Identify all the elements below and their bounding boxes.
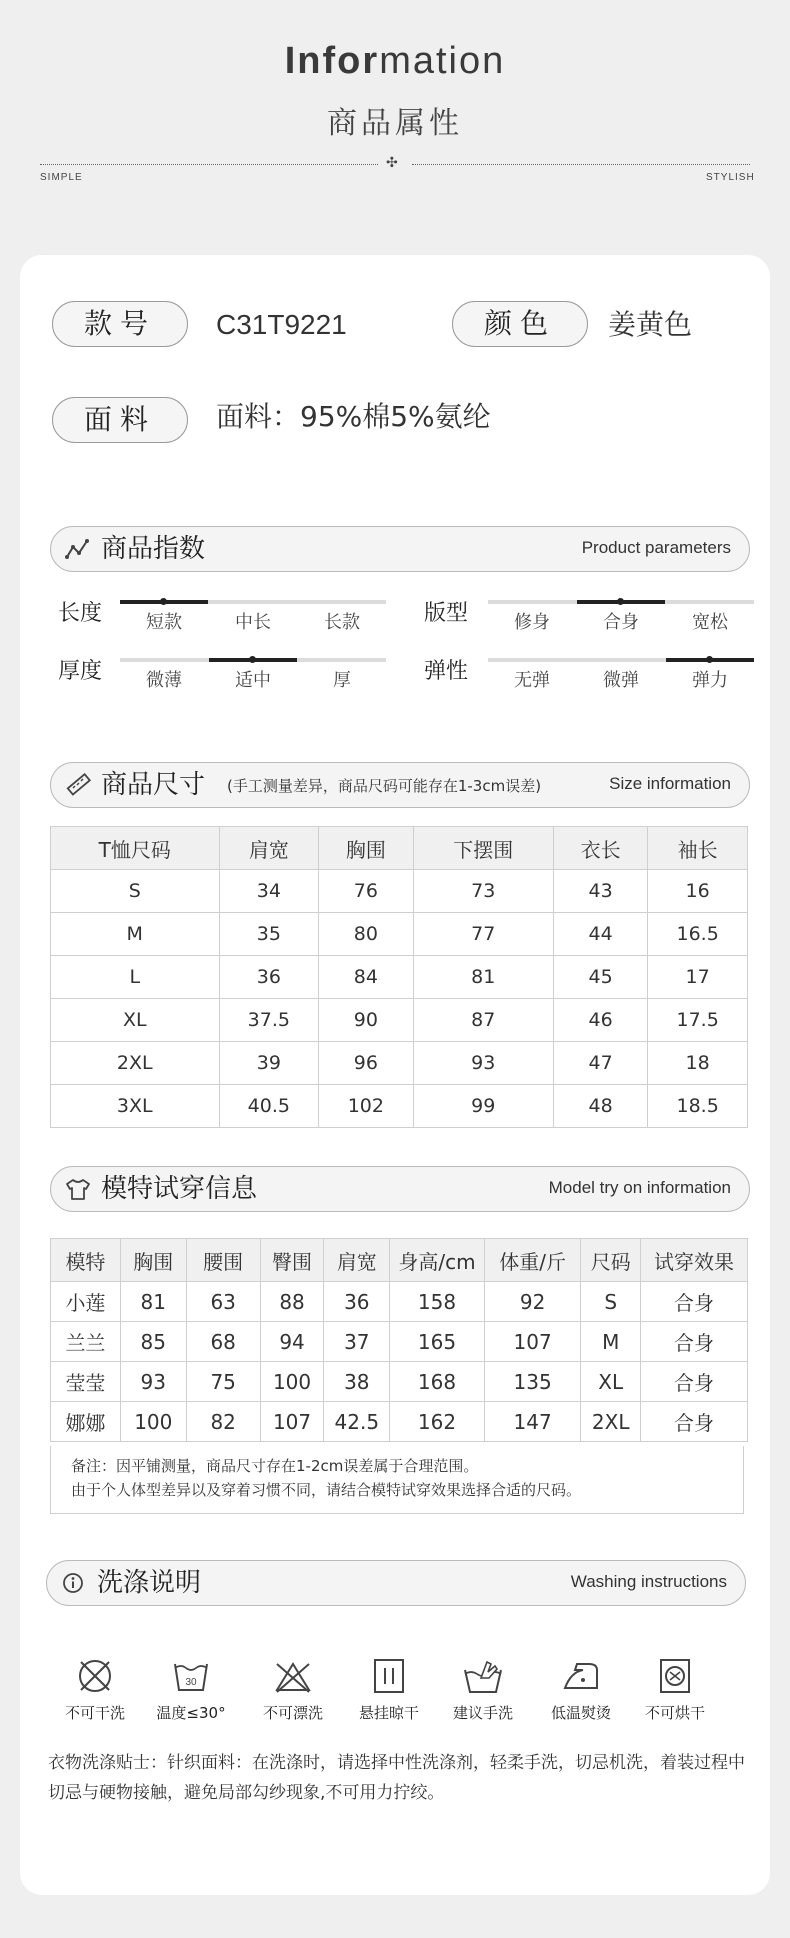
model-table-cell: 158: [390, 1282, 485, 1322]
size-table-cell: 44: [553, 913, 647, 956]
model-table-header-4: 肩宽: [324, 1239, 390, 1282]
fit-marker: [617, 598, 624, 605]
size-table: [50, 826, 748, 1128]
model-note: [50, 1446, 744, 1514]
size-table-cell: 81: [413, 956, 553, 999]
size-en: Size information: [609, 774, 731, 793]
size-table-cell: 84: [319, 956, 413, 999]
model-table-cell: 81: [120, 1282, 186, 1322]
model-table-cell: 36: [324, 1282, 390, 1322]
no-tumble-dry-icon: [655, 1656, 695, 1696]
low-iron-icon: [559, 1656, 603, 1696]
wash-label-1: 温度≤30°: [156, 1704, 226, 1722]
size-title: 商品尺寸: [101, 770, 206, 800]
model-table-cell: 38: [324, 1362, 390, 1402]
size-table-cell: 18: [648, 1042, 748, 1085]
size-table-cell: 102: [319, 1085, 413, 1128]
divider-right: [412, 164, 750, 165]
model-table-cell: 82: [186, 1402, 260, 1442]
style-number-label: 款号: [52, 301, 188, 347]
simple-tag: SIMPLE: [40, 172, 83, 183]
model-table-row: [51, 1282, 748, 1322]
size-table-cell: M: [51, 913, 220, 956]
size-table-cell: 46: [553, 999, 647, 1042]
wash-item-2: [248, 1656, 338, 1723]
size-table-cell: 3XL: [51, 1085, 220, 1128]
size-table-cell: 18.5: [648, 1085, 748, 1128]
hand-wash-icon: [461, 1656, 505, 1696]
size-table-row: [51, 999, 748, 1042]
size-table-cell: 34: [219, 870, 319, 913]
fabric-label: 面料: [52, 397, 188, 443]
wash-item-5: [536, 1656, 626, 1723]
wash-header: [46, 1560, 746, 1606]
length-label: 长度: [58, 601, 103, 626]
thickness-marker: [249, 656, 256, 663]
model-table-header-0: 模特: [51, 1239, 121, 1282]
size-table-cell: 40.5: [219, 1085, 319, 1128]
size-table-cell: 37.5: [219, 999, 319, 1042]
fit-label: 版型: [424, 601, 469, 626]
model-table-header-5: 身高/cm: [390, 1239, 485, 1282]
model-table-header-3: 臀围: [260, 1239, 324, 1282]
model-table-cell: 100: [120, 1402, 186, 1442]
thickness-option-medium: 适中: [235, 670, 271, 691]
elasticity-label: 弹性: [424, 659, 469, 684]
elasticity-marker: [706, 656, 713, 663]
size-table-header-3: 下摆围: [413, 827, 553, 870]
size-table-cell: 80: [319, 913, 413, 956]
model-table-cell: 93: [120, 1362, 186, 1402]
fit-option-regular: 合身: [603, 612, 639, 633]
size-table-header-2: 胸围: [319, 827, 413, 870]
wash-label-6: 不可烘干: [644, 1704, 705, 1722]
wash-item-0: [50, 1656, 140, 1723]
product-index-en: Product parameters: [581, 538, 731, 557]
fit-option-slim: 修身: [514, 612, 550, 633]
size-table-cell: 96: [319, 1042, 413, 1085]
model-table-row: [51, 1402, 748, 1442]
divider-left: [40, 164, 378, 165]
size-table-header-0: T恤尺码: [51, 827, 220, 870]
model-table-header-6: 体重/斤: [484, 1239, 581, 1282]
fabric-value: 面料：95%棉5%氨纶: [216, 400, 491, 433]
model-table-cell: 合身: [641, 1282, 748, 1322]
model-table-cell: 63: [186, 1282, 260, 1322]
ornament-icon: ✣: [386, 155, 398, 171]
wash-temp-badge: 30: [185, 1677, 197, 1688]
size-table-header-4: 衣长: [553, 827, 647, 870]
size-table-row: [51, 1042, 748, 1085]
size-header: [50, 762, 750, 808]
size-table-row: [51, 1085, 748, 1128]
color-label: 颜色: [452, 301, 588, 347]
model-table-cell: 88: [260, 1282, 324, 1322]
model-table-cell: 165: [390, 1322, 485, 1362]
model-table-cell: 85: [120, 1322, 186, 1362]
ruler-icon: [65, 773, 91, 797]
size-table-cell: 47: [553, 1042, 647, 1085]
size-table-row: [51, 956, 748, 999]
wash-en: Washing instructions: [570, 1572, 727, 1591]
model-table-cell: 娜娜: [51, 1402, 121, 1442]
model-table-cell: 兰兰: [51, 1322, 121, 1362]
size-table-cell: 43: [553, 870, 647, 913]
elasticity-option-stretch: 弹力: [692, 670, 728, 691]
wash-item-3: [344, 1656, 434, 1723]
model-table-cell: XL: [581, 1362, 641, 1402]
model-table-cell: 168: [390, 1362, 485, 1402]
size-table-cell: 93: [413, 1042, 553, 1085]
size-table-cell: 36: [219, 956, 319, 999]
size-table-cell: 45: [553, 956, 647, 999]
length-marker: [160, 598, 167, 605]
wash-label-4: 建议手洗: [452, 1704, 513, 1722]
model-table-header-2: 腰围: [186, 1239, 260, 1282]
model-table-cell: 合身: [641, 1362, 748, 1402]
model-table-header-8: 试穿效果: [641, 1239, 748, 1282]
model-table-header-7: 尺码: [581, 1239, 641, 1282]
page-title: Information: [284, 40, 506, 82]
size-table-header-5: 袖长: [648, 827, 748, 870]
info-icon: [61, 1571, 87, 1595]
thickness-option-thin: 微薄: [146, 670, 182, 691]
model-en: Model try on information: [548, 1178, 731, 1197]
size-table-row: [51, 870, 748, 913]
model-table-cell: S: [581, 1282, 641, 1322]
size-table-cell: 2XL: [51, 1042, 220, 1085]
elasticity-option-none: 无弹: [514, 670, 550, 691]
size-table-cell: L: [51, 956, 220, 999]
no-dry-clean-icon: [75, 1656, 115, 1696]
washing-tip: 衣物洗涤贴士：针织面料：在洗涤时，请选择中性洗涤剂，轻柔手洗，切忌机洗，着装过程中切忌与硬物接触，避免局部勾纱现象,不可用力拧绞。: [48, 1753, 745, 1803]
model-table-cell: 合身: [641, 1402, 748, 1442]
size-table-cell: 76: [319, 870, 413, 913]
model-table-cell: 小莲: [51, 1282, 121, 1322]
model-table-cell: 37: [324, 1322, 390, 1362]
model-table-cell: 2XL: [581, 1402, 641, 1442]
model-table-cell: 162: [390, 1402, 485, 1442]
size-table-cell: 35: [219, 913, 319, 956]
model-table-cell: 92: [484, 1282, 581, 1322]
wash-label-0: 不可干洗: [64, 1704, 125, 1722]
size-table-row: [51, 913, 748, 956]
size-table-cell: 87: [413, 999, 553, 1042]
color-value: 姜黄色: [608, 308, 693, 341]
size-table-cell: 16: [648, 870, 748, 913]
length-option-short: 短款: [146, 612, 182, 633]
size-table-cell: 73: [413, 870, 553, 913]
model-note-line2: 由于个人体型差异以及穿着习惯不同，请结合模特试穿效果选择合适的尺码。: [71, 1481, 582, 1499]
page-subtitle: 商品属性: [327, 106, 463, 141]
model-table-header-1: 胸围: [120, 1239, 186, 1282]
thickness-option-thick: 厚: [333, 670, 351, 691]
hang-dry-icon: [369, 1656, 409, 1696]
wash-label-3: 悬挂晾干: [358, 1704, 419, 1722]
model-table-cell: 100: [260, 1362, 324, 1402]
size-table-cell: 99: [413, 1085, 553, 1128]
style-number-value: C31T9221: [216, 309, 347, 340]
size-table-cell: 39: [219, 1042, 319, 1085]
elasticity-option-slight: 微弹: [603, 670, 639, 691]
product-index-header: [50, 526, 750, 572]
size-table-header-1: 肩宽: [219, 827, 319, 870]
no-bleach-icon: [273, 1656, 313, 1696]
wash-item-1: [146, 1656, 236, 1723]
model-table-cell: M: [581, 1322, 641, 1362]
wash-item-6: [630, 1656, 720, 1723]
thickness-label: 厚度: [58, 659, 103, 684]
fit-option-loose: 宽松: [692, 612, 728, 633]
model-table: [50, 1238, 748, 1442]
model-table-cell: 68: [186, 1322, 260, 1362]
model-header: [50, 1166, 750, 1212]
size-table-cell: S: [51, 870, 220, 913]
wash-title: 洗涤说明: [97, 1568, 202, 1598]
stylish-tag: STYLISH: [706, 172, 755, 183]
wash-label-2: 不可漂洗: [262, 1704, 323, 1722]
model-table-cell: 107: [260, 1402, 324, 1442]
length-option-mid: 中长: [235, 612, 271, 633]
model-table-cell: 莹莹: [51, 1362, 121, 1402]
size-table-cell: 77: [413, 913, 553, 956]
trend-icon: [65, 537, 91, 561]
model-table-cell: 42.5: [324, 1402, 390, 1442]
size-table-cell: 17: [648, 956, 748, 999]
wash-label-5: 低温熨烫: [550, 1704, 611, 1722]
size-table-cell: 48: [553, 1085, 647, 1128]
model-table-cell: 147: [484, 1402, 581, 1442]
size-table-cell: XL: [51, 999, 220, 1042]
model-table-cell: 107: [484, 1322, 581, 1362]
wash-30-icon: [171, 1656, 211, 1696]
wash-item-4: [438, 1656, 528, 1723]
length-option-long: 长款: [324, 612, 360, 633]
product-index-title: 商品指数: [101, 534, 206, 564]
model-table-row: [51, 1362, 748, 1402]
model-table-cell: 94: [260, 1322, 324, 1362]
size-table-cell: 90: [319, 999, 413, 1042]
model-table-cell: 135: [484, 1362, 581, 1402]
model-table-cell: 合身: [641, 1322, 748, 1362]
model-table-row: [51, 1322, 748, 1362]
model-table-cell: 75: [186, 1362, 260, 1402]
size-note: (手工测量差异，商品尺码可能存在1-3cm误差): [227, 777, 542, 795]
tshirt-icon: [65, 1177, 91, 1201]
model-note-line1: 备注：因平铺测量，商品尺寸存在1-2cm误差属于合理范围。: [71, 1457, 479, 1475]
size-table-cell: 16.5: [648, 913, 748, 956]
model-title: 模特试穿信息: [101, 1174, 258, 1204]
size-table-cell: 17.5: [648, 999, 748, 1042]
